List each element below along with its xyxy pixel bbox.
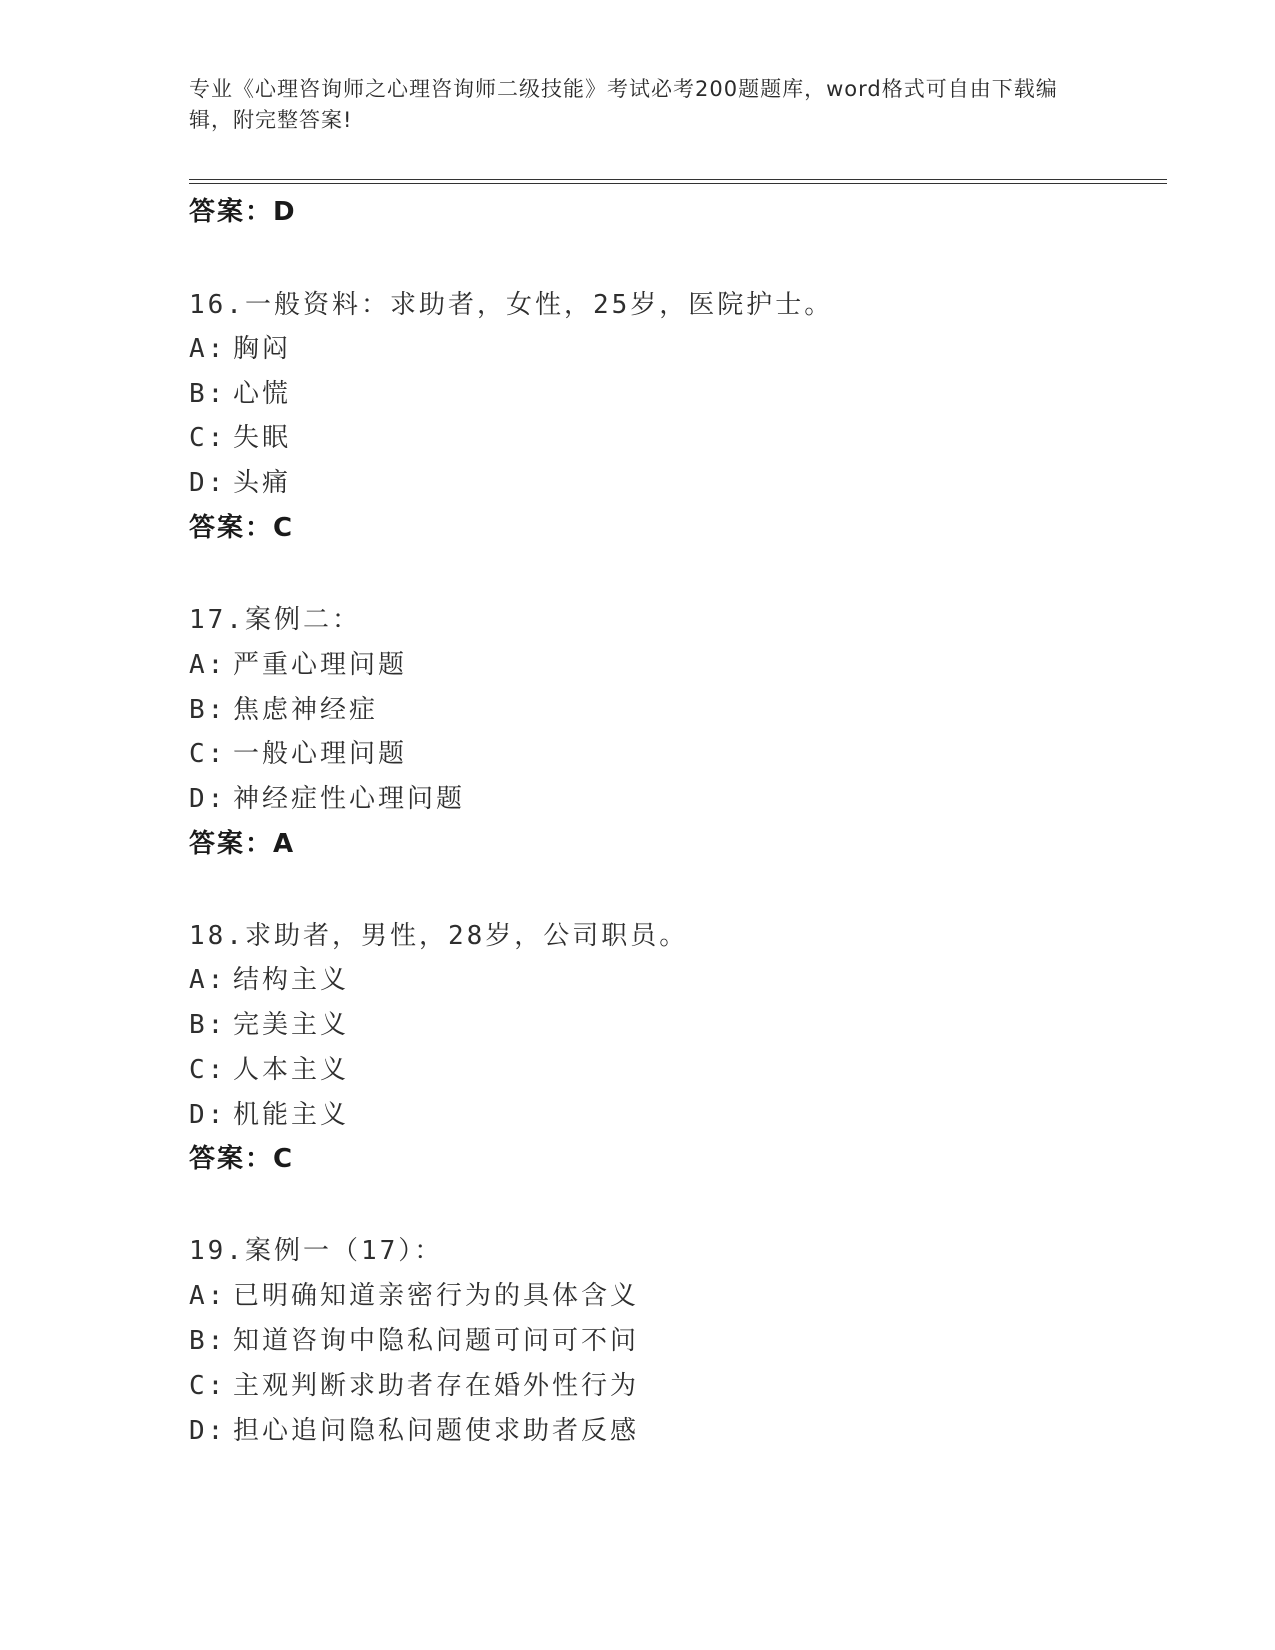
- option-letter: D:: [189, 468, 227, 498]
- question-19-option-b: [189, 1325, 639, 1357]
- option-text: 人本主义: [233, 1055, 350, 1085]
- option-letter: B:: [189, 695, 227, 725]
- question-19-option-c: [189, 1370, 639, 1402]
- option-text: 失眠: [233, 423, 292, 453]
- header-divider-top: [189, 179, 1167, 180]
- answer-16: 答案：C: [189, 513, 295, 543]
- option-letter: B:: [189, 1010, 227, 1040]
- answer-17: 答案：A: [189, 829, 296, 859]
- option-text: 知道咨询中隐私问题可问可不问: [233, 1326, 640, 1356]
- option-text: 已明确知道亲密行为的具体含义: [233, 1281, 640, 1311]
- question-19-option-a: [189, 1280, 639, 1312]
- option-text: 胸闷: [233, 334, 292, 364]
- question-19-stem: 19.案例一（17）：: [189, 1236, 444, 1266]
- question-16-option-d: [189, 467, 291, 499]
- option-letter: B:: [189, 1326, 227, 1356]
- question-17-option-d: [189, 783, 465, 815]
- option-letter: C:: [189, 423, 227, 453]
- option-letter: D:: [189, 1100, 227, 1130]
- option-text: 严重心理问题: [233, 650, 408, 680]
- question-17-option-c: [189, 738, 407, 770]
- option-text: 结构主义: [233, 965, 350, 995]
- question-19-option-d: [189, 1415, 639, 1447]
- question-18-stem: 18.求助者，男性，28岁，公司职员。: [189, 921, 689, 951]
- question-17-option-a: [189, 649, 407, 681]
- question-16-option-a: [189, 333, 291, 365]
- option-text: 一般心理问题: [233, 739, 408, 769]
- answer-18: 答案：C: [189, 1144, 295, 1174]
- header-divider-bottom: [189, 183, 1167, 184]
- option-text: 完美主义: [233, 1010, 350, 1040]
- answer-15: 答案：D: [189, 197, 297, 227]
- option-text: 焦虑神经症: [233, 695, 379, 725]
- option-letter: A:: [189, 334, 227, 364]
- option-text: 机能主义: [233, 1100, 350, 1130]
- question-16-option-b: [189, 378, 291, 410]
- option-letter: B:: [189, 379, 227, 409]
- option-text: 心慌: [233, 379, 292, 409]
- option-letter: D:: [189, 784, 227, 814]
- option-text: 头痛: [233, 468, 292, 498]
- question-18-option-b: [189, 1009, 349, 1041]
- option-text: 主观判断求助者存在婚外性行为: [233, 1371, 640, 1401]
- question-17-stem: 17.案例二：: [189, 605, 361, 635]
- option-letter: C:: [189, 1371, 227, 1401]
- option-letter: A:: [189, 965, 227, 995]
- question-18-option-d: [189, 1099, 349, 1131]
- option-letter: A:: [189, 650, 227, 680]
- option-text: 担心追问隐私问题使求助者反感: [233, 1416, 640, 1446]
- question-18-option-a: [189, 964, 349, 996]
- question-16-stem: 16.一般资料：求助者，女性，25岁，医院护士。: [189, 290, 834, 320]
- option-text: 神经症性心理问题: [233, 784, 466, 814]
- option-letter: C:: [189, 739, 227, 769]
- option-letter: D:: [189, 1416, 227, 1446]
- question-18-option-c: [189, 1054, 349, 1086]
- option-letter: A:: [189, 1281, 227, 1311]
- option-letter: C:: [189, 1055, 227, 1085]
- question-17-option-b: [189, 694, 378, 726]
- document-header: 专业《心理咨询师之心理咨询师二级技能》考试必考200题题库，word格式可自由下载编辑，附完整答案!: [189, 77, 1058, 132]
- question-16-option-c: [189, 422, 291, 454]
